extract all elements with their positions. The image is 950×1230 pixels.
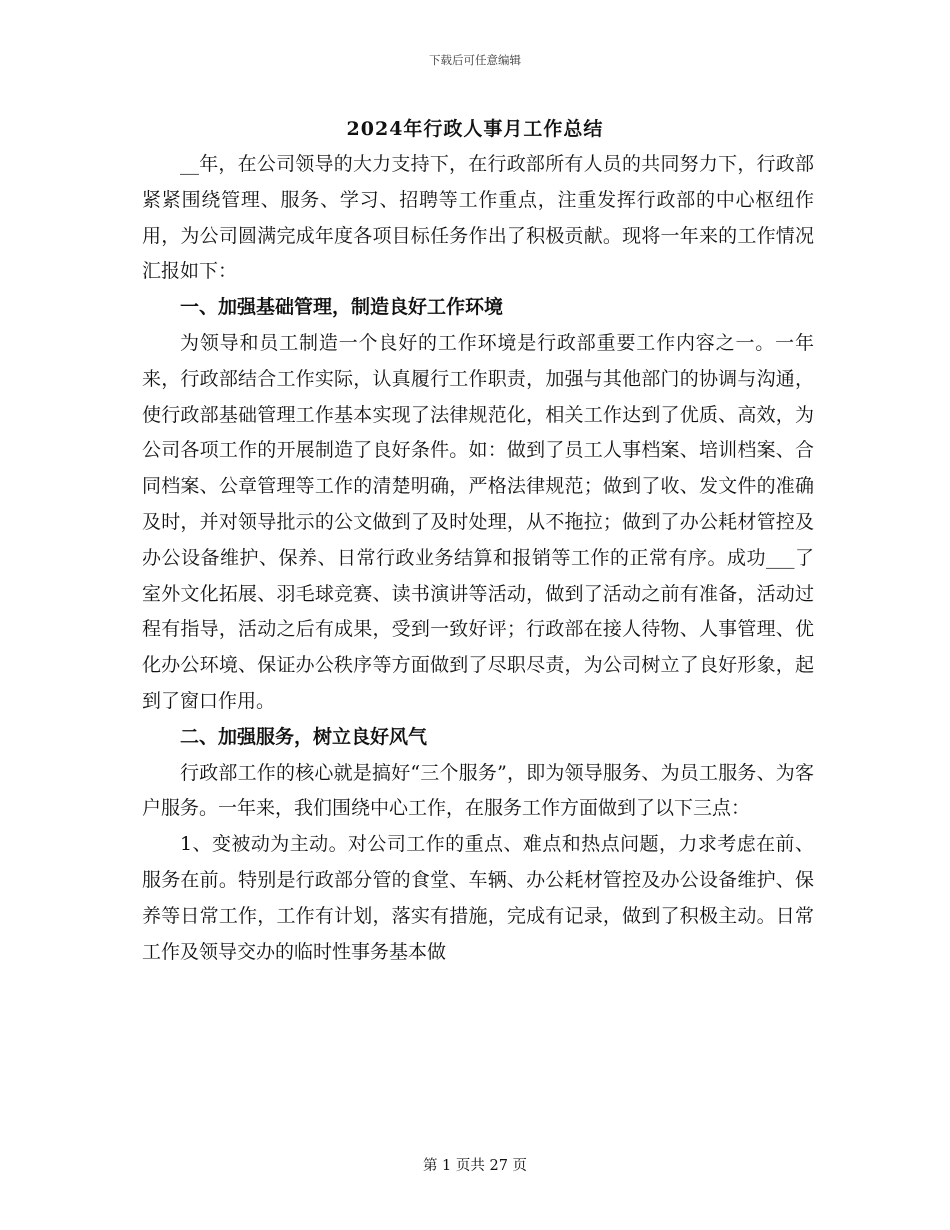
section-2-paragraph: 行政部工作的核心就是搞好“三个服务”，即为领导服务、为员工服务、为客户服务。一年来，我们围绕中心工作，在服务工作方面做到了以下三点：	[142, 761, 814, 820]
section-heading-1: 一、加强基础管理，制造良好工作环境	[180, 296, 504, 319]
document-body	[142, 147, 814, 970]
document-title: 2024年行政人事月工作总结	[346, 118, 604, 140]
section-heading-2: 二、加强服务，树立良好风气	[180, 725, 428, 748]
page-footer: 第 1 页共 27 页	[422, 1158, 528, 1174]
intro-paragraph: __年，在公司领导的大力支持下，在行政部所有人员的共同努力下，行政部紧紧围绕管理、服务、学习、招聘等工作重点，注重发挥行政部的中心枢纽作用，为公司圆满完成年度各项目标任务作出了积极贡献。现将一年来的工作情况汇报如下：	[142, 153, 814, 283]
header-note: 下载后可任意编辑	[429, 53, 521, 67]
section-2-point-1: 1、变被动为主动。对公司工作的重点、难点和热点问题，力求考虑在前、服务在前。特别是行政部分管的食堂、车辆、办公耗材管控及办公设备维护、保养等日常工作，工作有计划，落实有措施，完成有记录，做到了积极主动。日常工作及领导交办的临时性事务基本做	[142, 833, 814, 963]
section-1-paragraph: 为领导和员工制造一个良好的工作环境是行政部重要工作内容之一。一年来，行政部结合工作实际，认真履行工作职责，加强与其他部门的协调与沟通，使行政部基础管理工作基本实现了法律规范化，相关工作达到了优质、高效，为公司各项工作的开展制造了良好条件。如：做到了员工人事档案、培训档案、合同档案、公章管理等工作的清楚明确，严格法律规范；做到了收、发文件的准确及时，并对领导批示的公文做到了及时处理，从不拖拉；做到了办公耗材管控及办公设备维护、保养、日常行政业务结算和报销等工作的正常有序。成功___了室外文化拓展、羽毛球竞赛、读书演讲等活动，做到了活动之前有准备，活动过程有指导，活动之后有成果，受到一致好评；行政部在接人待物、人事管理、优化办公环境、保证办公秩序等方面做到了尽职尽责，为公司树立了良好形象，起到了窗口作用。	[142, 331, 814, 712]
